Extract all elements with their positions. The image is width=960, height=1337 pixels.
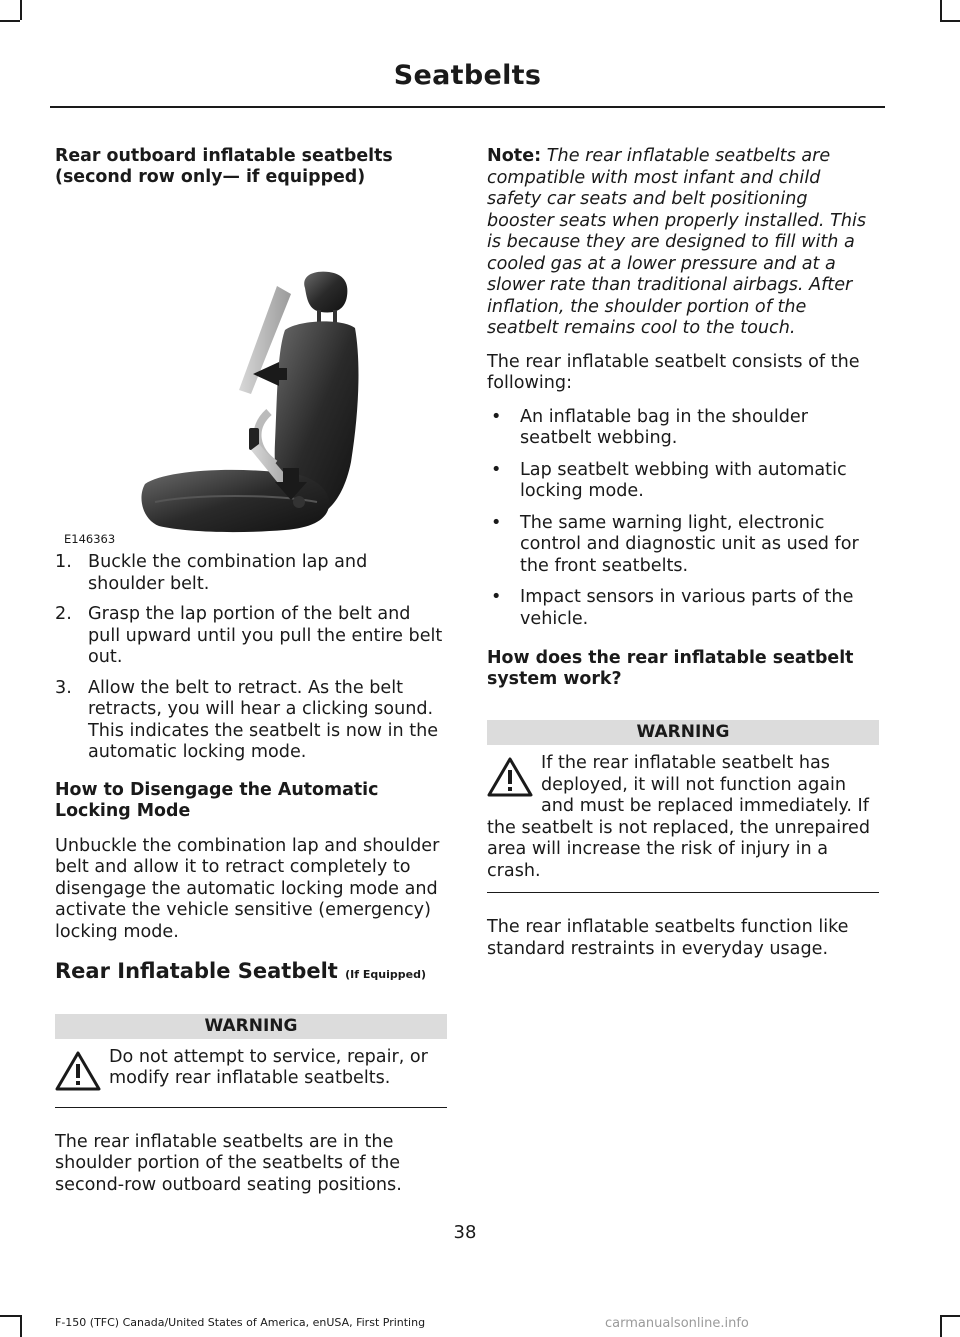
step-text: Buckle the combination lap and shoulder belt. xyxy=(88,552,368,594)
step-number: 1. xyxy=(55,552,72,572)
bullet-icon: • xyxy=(491,512,502,533)
component-list xyxy=(487,407,879,631)
warning-text: Do not attempt to service, repair, or modify rear inflatable seatbelts. xyxy=(109,1046,428,1088)
paragraph-inflatable-location: The rear inflatable seatbelts are in the shoulder portion of the seatbelts of the second-row outboard seating positions. xyxy=(55,1131,402,1195)
warning-bar: WARNING xyxy=(55,1014,447,1039)
warning-box xyxy=(55,1047,447,1108)
crop-mark xyxy=(20,0,22,20)
step-text: Grasp the lap portion of the belt and pull upward until you pull the entire belt out. xyxy=(88,604,443,667)
note-paragraph xyxy=(487,146,879,340)
step-item xyxy=(55,678,447,764)
warning-box xyxy=(487,753,879,893)
crop-mark xyxy=(940,1315,942,1337)
section-heading-rear-inflatable xyxy=(55,961,447,986)
crop-mark xyxy=(20,1315,22,1337)
warning-triangle-icon xyxy=(487,757,533,797)
crop-mark xyxy=(0,20,20,22)
heading-qualifier: (If Equipped) xyxy=(345,968,426,981)
left-column xyxy=(55,146,447,1208)
header-rule xyxy=(50,106,885,108)
edition-footer: F-150 (TFC) Canada/United States of America, enUSA, First Printing xyxy=(55,1316,426,1329)
bullet-icon: • xyxy=(491,459,502,480)
paragraph-function: The rear inflatable seatbelts function like standard restraints in everyday usage. xyxy=(487,917,849,959)
note-text: The rear inflatable seatbelts are compatible with most infant and child safety car seats and belt positioning booster seats when properly installed. This is because they are designed to fill with a cooled gas at a lower pressure and at a slower rate than traditional airbags. After inflation, the shoulder portion of the seatbelt remains cool to the touch. xyxy=(487,146,867,338)
paragraph-consists: The rear inflatable seatbelt consists of the following: xyxy=(487,351,860,393)
warning-bar: WARNING xyxy=(487,720,879,745)
section-heading-disengage: How to Disengage the Automatic Locking Mode xyxy=(55,779,379,821)
section-heading-how-it-works: How does the rear inflatable seatbelt system work? xyxy=(487,648,854,689)
seat-illustration xyxy=(55,202,447,552)
heading-text: Rear Inflatable Seatbelt xyxy=(55,959,338,983)
list-item-text: An inflatable bag in the shoulder seatbelt webbing. xyxy=(520,406,808,448)
bullet-icon: • xyxy=(491,406,502,427)
step-number: 3. xyxy=(55,677,72,698)
crop-mark xyxy=(0,1315,20,1317)
list-item xyxy=(487,407,879,450)
page-header xyxy=(50,60,885,91)
instruction-steps xyxy=(55,552,447,764)
crop-mark xyxy=(940,1315,960,1317)
section-heading-rear-outboard: Rear outboard inflatable seatbelts (second row only— if equipped) xyxy=(55,146,393,187)
paragraph-disengage: Unbuckle the combination lap and shoulder belt and allow it to retract completely to disengage the automatic locking mode and activate the vehicle sensitive (emergency) locking mode. xyxy=(55,835,440,942)
list-item-text: Lap seatbelt webbing with automatic locking mode. xyxy=(520,459,847,501)
crop-mark xyxy=(940,0,942,20)
list-item xyxy=(487,513,879,578)
step-text: Allow the belt to retract. As the belt retracts, you will hear a clicking sound. This indicates the seatbelt is now in the automatic locking mode. xyxy=(88,677,439,762)
note-label: Note: xyxy=(487,146,542,166)
list-item-text: Impact sensors in various parts of the vehicle. xyxy=(520,587,854,629)
watermark: carmanualsonline.info xyxy=(605,1316,749,1331)
crop-mark xyxy=(940,20,960,22)
list-item xyxy=(487,460,879,503)
page-number: 38 xyxy=(453,1222,477,1243)
warning-triangle-icon xyxy=(55,1051,101,1091)
seatbelt-seat-illustration xyxy=(55,202,447,552)
list-item xyxy=(487,587,879,630)
warning-text: If the rear inflatable seatbelt has deployed, it will not function again and must be replaced immediately. If the seatbelt is not replaced, the unrepaired area will increase the risk of injury in a crash. xyxy=(487,753,871,881)
step-item xyxy=(55,604,447,669)
bullet-icon: • xyxy=(491,587,502,607)
list-item-text: The same warning light, electronic control and diagnostic unit as used for the front seatbelts. xyxy=(520,512,859,576)
figure-code: E146363 xyxy=(64,532,116,546)
right-column xyxy=(487,146,879,972)
page-title: Seatbelts xyxy=(393,60,542,91)
step-item xyxy=(55,552,447,595)
step-number: 2. xyxy=(55,604,72,624)
